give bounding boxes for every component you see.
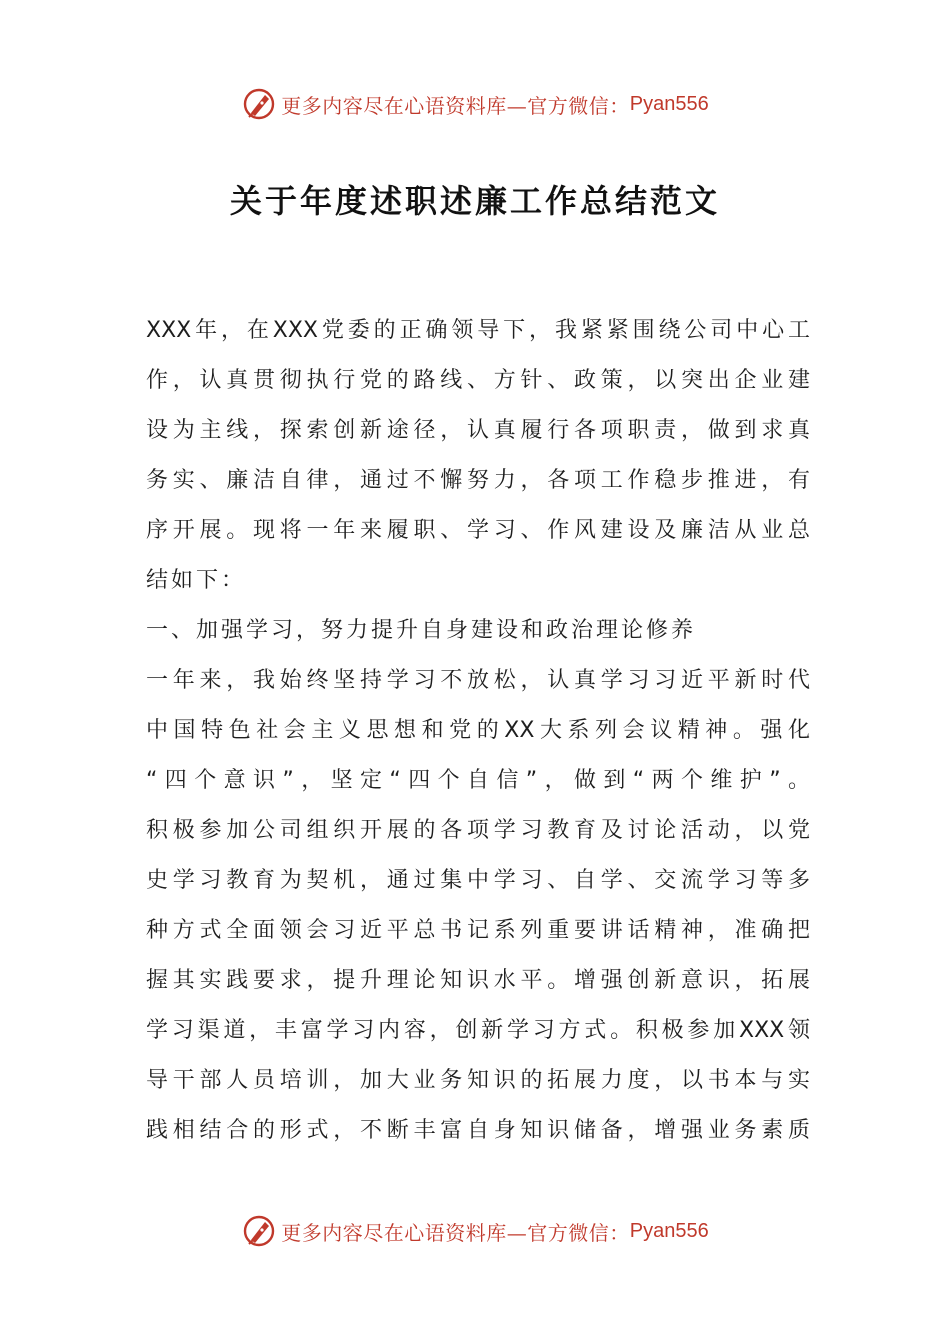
body-line: 种方式全面领会习近平总书记系列重要讲话精神，准确把 (146, 918, 810, 943)
body-line: 积极参加公司组织开展的各项学习教育及讨论活动，以党 (146, 818, 810, 843)
body-line: 史学习教育为契机，通过集中学习、自学、交流学习等多 (146, 868, 810, 893)
body-line: 导干部人员培训，加大业务知识的拓展力度，以书本与实 (146, 1068, 810, 1093)
document-body (146, 306, 810, 1156)
pen-nib-circle-icon (241, 86, 277, 122)
banner-wechat-handle: Pyan556 (629, 1219, 709, 1242)
pen-nib-circle-icon (241, 1213, 277, 1249)
body-line: XXX年，在XXX党委的正确领导下，我紧紧围绕公司中心工 (146, 318, 810, 343)
header-watermark-banner (0, 84, 950, 124)
banner-text: 更多内容尽在心语资料库—官方微信： (281, 1220, 630, 1245)
banner-wechat-handle: Pyan556 (629, 92, 709, 115)
section-heading: 一、加强学习，努力提升自身建设和政治理论修养 (146, 618, 697, 643)
body-line: “四个意识”，坚定“四个自信”，做到“两个维护”。 (146, 768, 810, 793)
body-line: 学习渠道，丰富学习内容，创新学习方式。积极参加XXX领 (146, 1018, 810, 1043)
body-line: 践相结合的形式，不断丰富自身知识储备，增强业务素质 (146, 1118, 810, 1143)
document-title: 关于年度述职述廉工作总结范文 (229, 182, 720, 220)
banner-text: 更多内容尽在心语资料库—官方微信： (281, 93, 630, 118)
body-line: 序开展。现将一年来履职、学习、作风建设及廉洁从业总 (146, 518, 810, 543)
footer-watermark-banner (0, 1211, 950, 1251)
body-line: 握其实践要求，提升理论知识水平。增强创新意识，拓展 (146, 968, 810, 993)
body-line: 务实、廉洁自律，通过不懈努力，各项工作稳步推进，有 (146, 468, 810, 493)
body-line: 结如下： (146, 568, 247, 593)
body-line: 中国特色社会主义思想和党的XX大系列会议精神。强化 (146, 718, 810, 743)
body-line: 一年来，我始终坚持学习不放松，认真学习习近平新时代 (146, 668, 810, 693)
body-line: 设为主线，探索创新途径，认真履行各项职责，做到求真 (146, 418, 810, 443)
body-line: 作，认真贯彻执行党的路线、方针、政策，以突出企业建 (146, 368, 810, 393)
